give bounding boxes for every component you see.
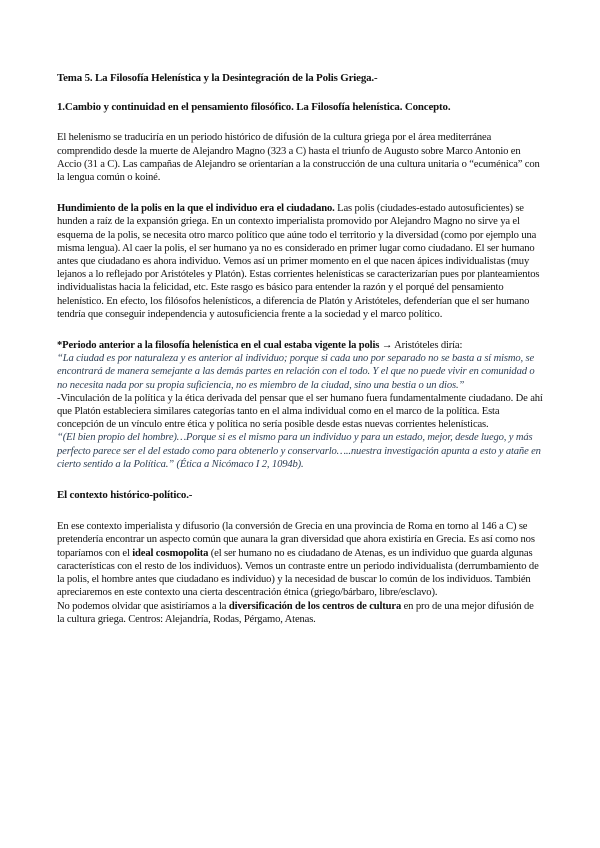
ideal-cosmopolita-term: ideal cosmopolita bbox=[132, 547, 209, 559]
document-title: Tema 5. La Filosofía Helenística y la Desintegración de la Polis Griega.- bbox=[57, 72, 378, 84]
quote-aristoteles-ciudad: “La ciudad es por naturaleza y es anterior al individuo; porque si cada uno por separado no se basta a sí mismo, se encontrará de manera semejante a las demás partes en relación con el todo. Y el que no puede vivir en comunidad o no necesita nada por su propia suficiencia, no es miembro de la ciudad, sino una bestia o un dios.” bbox=[57, 353, 535, 391]
hundimiento-polis-body: Las polis (ciudades-estado autosuficientes) se hunden a raíz de la expansión griega. En un contexto imperialista promovido por Alejandro Magno no sirve ya el esquema de la polis, se necesita otro marco político que aúne todo el territorio y la diversidad (como por ejemplo una misma lengua). Al caer la polis, el ser humano ya no es considerado en primer lugar como ciudadano. El ser humano antes que ciudadano es ahora individuo. Vemos así un primer momento en el que nacen ápices individualistas (muy lejanos a lo reflejado por Aristóteles y Platón). Estas corrientes helenísticas se caracterizarían pues por planteamientos individualistas hacia la felicidad, etc. Este rasgo es básico para entender la razón y el porqué del pensamiento helenístico. En efecto, los filósofos helenísticos, a diferencia de Platón y Aristóteles, defenderían que el ser humano tendría que conseguir independencia y autosuficiencia frente a la sociedad y el marco político. bbox=[57, 203, 540, 320]
diversificacion-centros-term: diversificación de los centros de cultura bbox=[228, 600, 402, 612]
diversificacion-text-part-d: en pro de una mejor difusión de la cultura griega. Centros: Alejandría, Rodas, Pérgamo, Atenas. bbox=[57, 600, 534, 625]
periodo-anterior-arrow-text: → Aristóteles diría: bbox=[379, 340, 463, 352]
periodo-anterior-lead: *Periodo anterior a la filosofía helenística en el cual estaba vigente la polis bbox=[57, 340, 380, 352]
quote-etica-nicomaco: “(El bien propio del hombre)…Porque si es el mismo para un individuo y para un estado, mejor, desde luego, y más perfecto parece ser el del estado como para obtenerlo y conservarlo…..nuestra investigación apunta a esto y atañe en cierto sentido a la Política.” (Ética a Nicómaco I 2, 1094b). bbox=[57, 432, 541, 470]
document-page bbox=[57, 72, 543, 626]
paragraph-hundimiento-polis bbox=[57, 202, 543, 321]
diversificacion-text-part-c: No podemos olvidar que asistiríamos a la bbox=[57, 600, 229, 612]
section-heading-concepto: 1.Cambio y continuidad en el pensamiento filosófico. La Filosofía helenística. Concepto. bbox=[57, 101, 451, 114]
contexto-text-part-a: En ese contexto imperialista y difusorio (la conversión de Grecia en una provincia de Roma en torno al 146 a C) se pretendería encontrar un aspecto común que aunara la gran diversidad que ahora existiría en Grecia. Es así como nos toparíamos con el bbox=[57, 521, 535, 559]
paragraph-periodo-anterior bbox=[57, 339, 543, 352]
paragraph-contexto-imperialista bbox=[57, 520, 543, 599]
contexto-text-part-b: (el ser humano no es ciudadano de Atenas, es un individuo que guarda algunas características con el resto de los individuos). Vemos un contraste entre un periodo individualista (derrumbamiento de la polis, el hombre antes que ciudadano es individuo) y la necesidad de buscar lo común de los individuos. También apreciaremos en este contexto una cierta descentración étnica (griego/bárbaro, libre/esclavo). bbox=[57, 547, 539, 599]
paragraph-vinculacion-etica-politica: -Vinculación de la política y la ética derivada del pensar que el ser humano fuera fundamentalmente ciudadano. De ahí que Platón estableciera similares categorías tanto en el alma individual como en el marco de la política. Esta concepción de un vínculo entre ética y política no sería posible desde estas nuevas corrientes helenísticas. bbox=[57, 392, 543, 431]
paragraph-helenismo-intro: El helenismo se traduciría en un periodo histórico de difusión de la cultura griega por el área mediterránea comprendido desde la muerte de Alejandro Magno (323 a C) hasta el triunfo de Augusto sobre Marco Antonio en Accio (31 a C). Las campañas de Alejandro se orientarían a la construcción de una cultura unitaria o “ecuménica” con la lengua común o koiné. bbox=[57, 132, 540, 184]
hundimiento-polis-lead: Hundimiento de la polis en la que el individuo era el ciudadano. bbox=[57, 203, 335, 215]
paragraph-diversificacion bbox=[57, 600, 543, 626]
section-heading-contexto-historico: El contexto histórico-político.- bbox=[57, 489, 193, 502]
